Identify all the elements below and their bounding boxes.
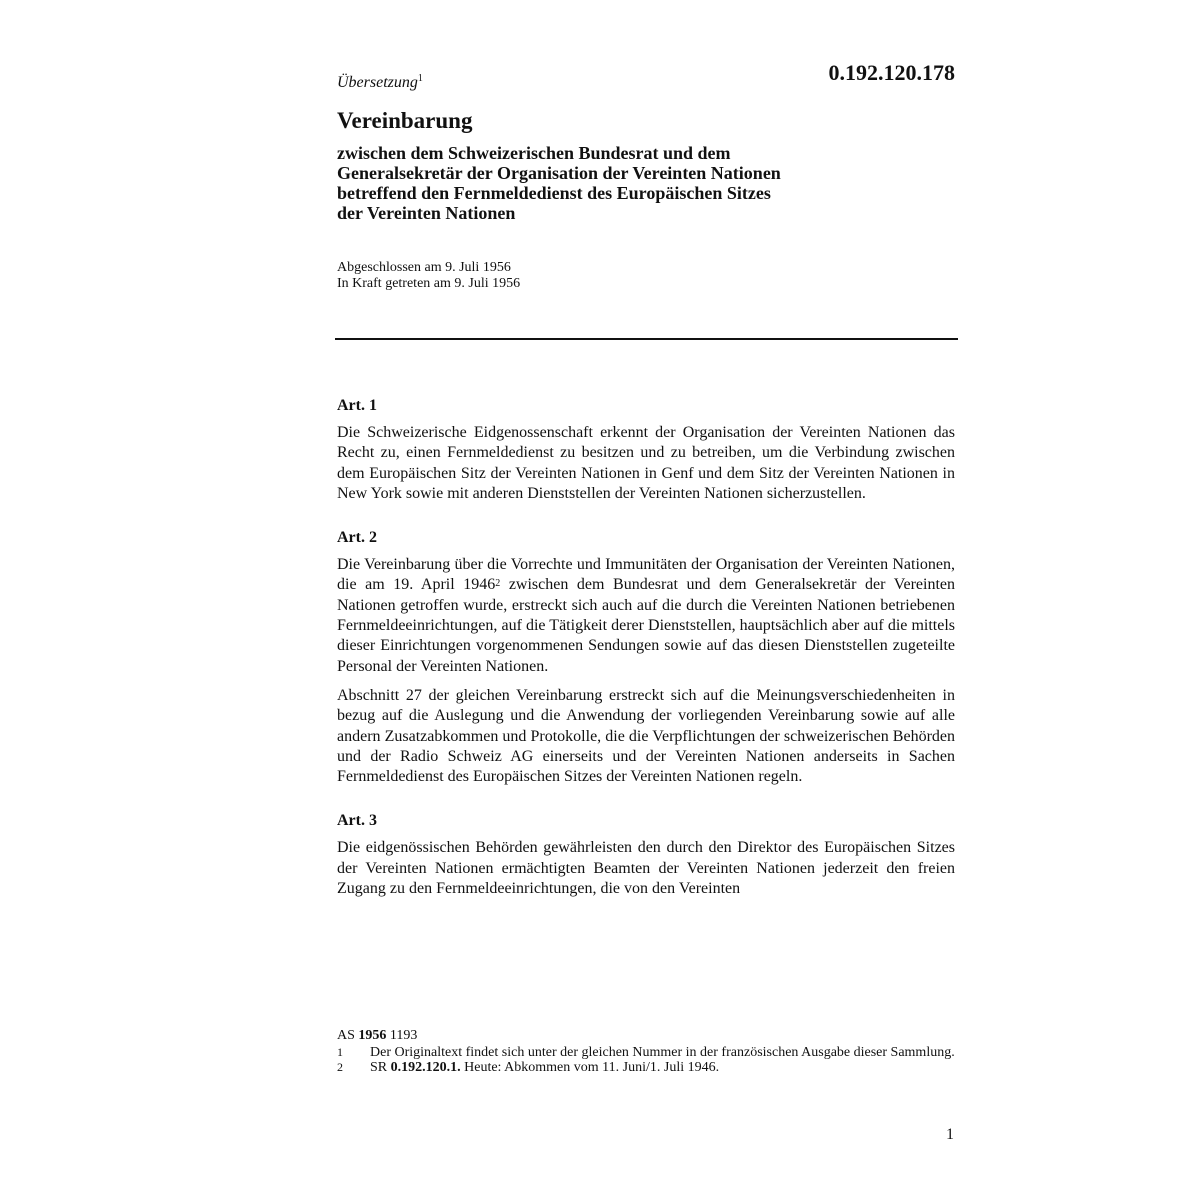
article-heading: Art. 2 [337,529,377,547]
paragraph-text: zwischen dem Bundesrat und dem Generalsekretär der Vereinten Nationen getroffen wurde, erstreckt sich auch auf die durch die Vereinten Nationen betriebenen Fernmeldeeinrichtungen, auf die Tätigkeit derer Dienststellen, hauptsächlich aber auf die mittels dieser Einrichtungen vorgenommenen Sendungen sowie auf das diesen Dienststellen zugeteilte Personal der Vereinten Nationen. [337,576,955,675]
article-paragraph [337,555,955,677]
footnotes [337,1028,957,1075]
subtitle-line: der Vereinten Nationen [337,203,516,223]
article-1 [337,396,955,504]
footnote-2 [337,1060,957,1075]
in-force-date: In Kraft getreten am 9. Juli 1956 [337,276,521,291]
document-dates [337,260,520,292]
footnote-ref-1[interactable]: 1 [417,73,423,84]
article-3 [337,811,955,899]
concluded-date: Abgeschlossen am 9. Juli 1956 [337,260,511,275]
as-reference [337,1028,957,1043]
footnote-number: 1 [337,1045,343,1059]
footnote-sr-ref[interactable]: 0.192.120.1. [390,1060,461,1075]
subtitle-line: zwischen dem Schweizerischen Bundesrat und dem [337,143,731,163]
subtitle-line: Generalsekretär der Organisation der Vereinten Nationen [337,163,781,183]
footnote-rest: Heute: Abkommen vom 11. Juni/1. Juli 1946. [464,1060,720,1075]
document-subtitle [337,143,897,223]
subtitle-line: betreffend den Fernmeldedienst des Europäischen Sitzes [337,183,771,203]
paragraph-text: Die Vereinbarung über die Vorrechte und Immunitäten der Organisation der Vereinten Nationen, die am 19. April 1946 [337,556,955,594]
translation-note [337,74,423,92]
footnote-1 [337,1045,957,1060]
footnote-ref-2[interactable]: 2 [495,578,501,590]
page-number: 1 [946,1126,954,1143]
footnote-prefix: SR [370,1060,388,1075]
as-prefix: AS [337,1028,355,1043]
article-paragraph: Die eidgenössischen Behörden gewährleisten den durch den Direktor des Europäischen Sitzes der Vereinten Nationen ermächtigten Beamten der Vereinten Nationen jederzeit den freien Zugang zu den Fernmeldeeinrichtungen, die von den Vereinten [337,839,955,898]
article-heading: Art. 1 [337,397,377,414]
article-paragraph: Die Schweizerische Eidgenossenschaft erkennt der Organisation der Vereinten Nationen das Recht zu, einen Fernmeldedienst zu besitzen und zu betreiben, um die Verbindung zwischen dem Europäischen Sitz der Vereinten Nationen in Genf und dem Sitz der Vereinten Nationen in New York sowie mit anderen Dienststellen der Vereinten Nationen sicherzustellen. [337,424,955,502]
document-body [337,396,955,923]
document-title: Vereinbarung [337,108,473,133]
footnote-text: Der Originaltext findet sich unter der gleichen Nummer in der französischen Ausgabe dieser Sammlung. [370,1045,955,1060]
footnote-number: 2 [337,1060,343,1074]
article-2 [337,528,955,787]
article-heading: Art. 3 [337,812,377,830]
as-year: 1956 [358,1028,387,1043]
translation-label: Übersetzung [337,74,418,91]
article-paragraph: Abschnitt 27 der gleichen Vereinbarung erstreckt sich auf die Meinungsverschiedenheiten in bezug auf die Auslegung und die Anwendung der vorliegenden Vereinbarung sowie auf alle andern Zusatzabkommen und Protokolle, die die Verpflichtungen der schweizerischen Behörden und der Radio Schweiz AG einerseits und der Vereinten Nationen anderseits in Sachen Fernmeldedienst des Europäischen Sitzes der Vereinten Nationen regeln. [337,686,955,786]
sr-number: 0.192.120.178 [828,60,955,85]
footnote-text [370,1060,957,1075]
as-page: 1193 [389,1028,418,1043]
header-divider [335,338,958,340]
